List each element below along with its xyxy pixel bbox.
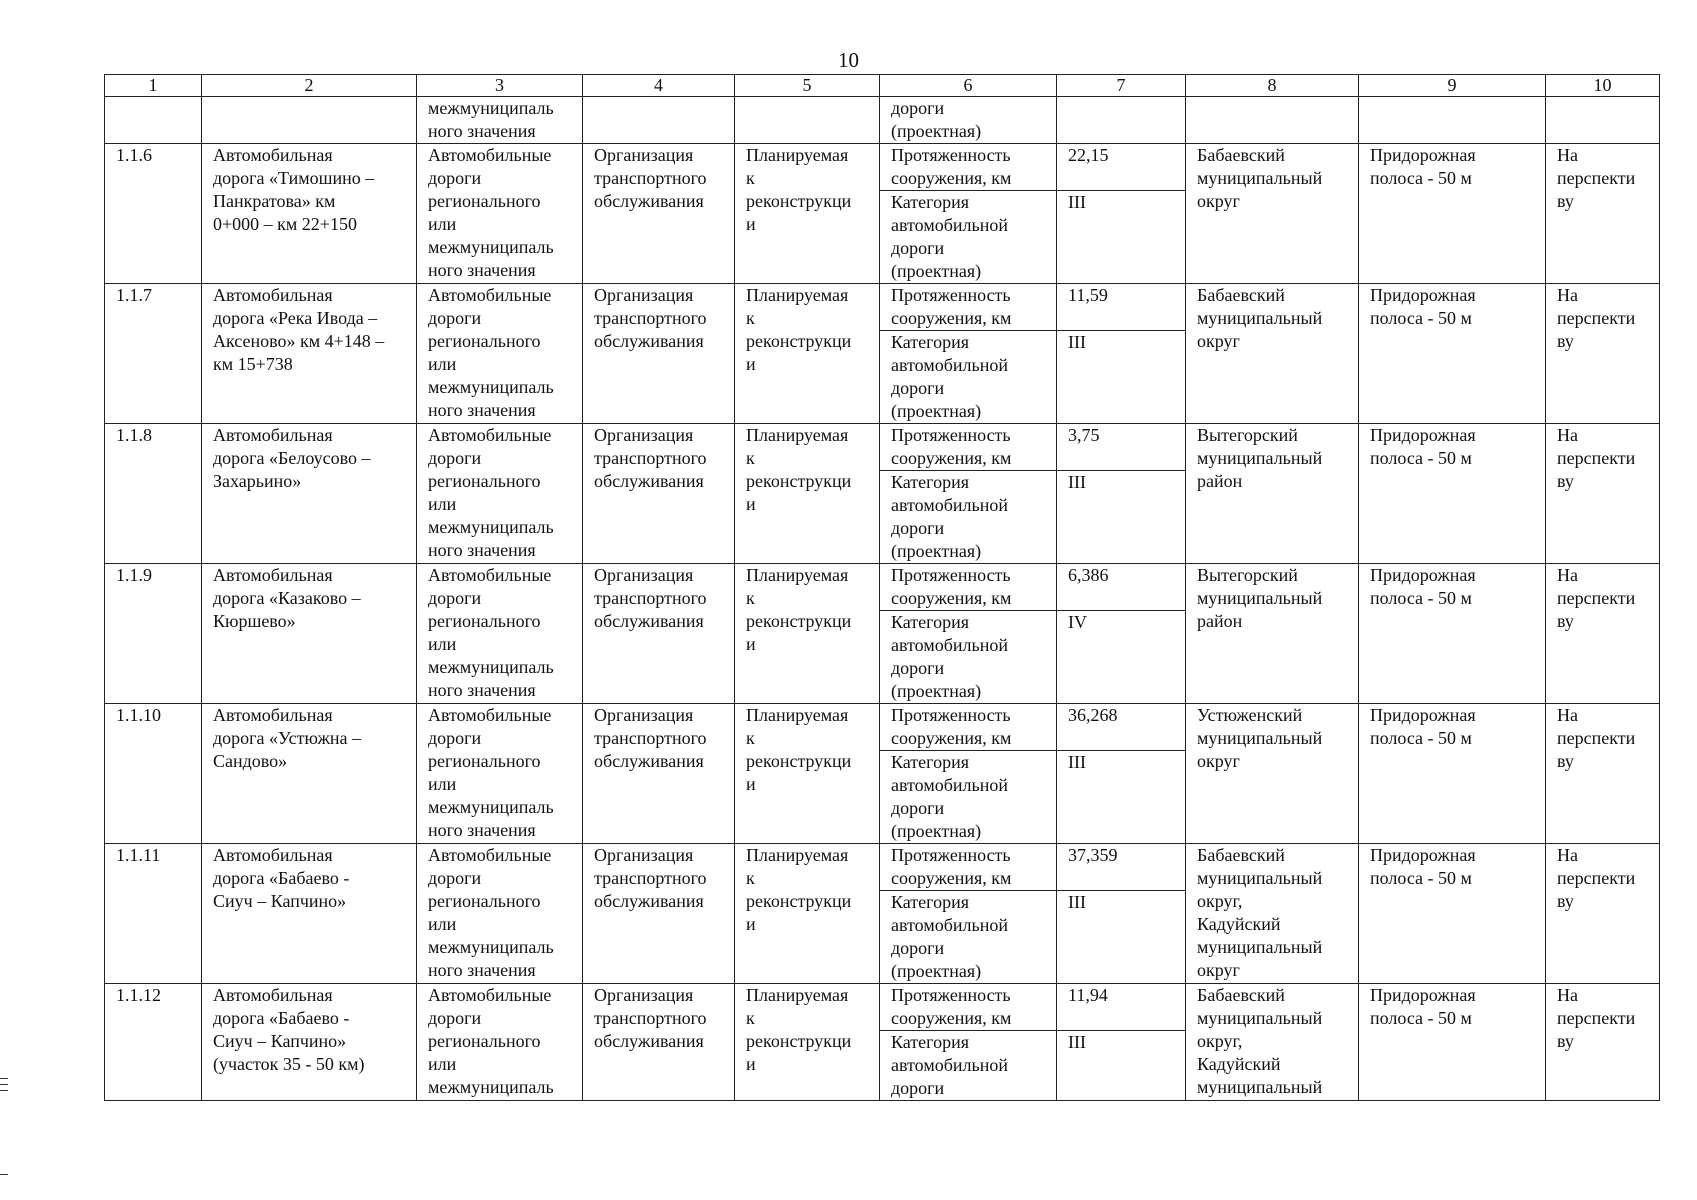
term-cell: На перспекти ву bbox=[1546, 424, 1660, 564]
category-value-cell: III bbox=[1057, 331, 1186, 424]
margin-mark bbox=[0, 1084, 8, 1085]
table-row bbox=[105, 284, 1660, 331]
status-cell: Планируемая к реконструкци и bbox=[735, 284, 880, 424]
length-value-cell: 37,359 bbox=[1057, 844, 1186, 891]
characteristic-category-cell: Категория автомобильной дороги (проектная) bbox=[880, 611, 1057, 704]
location-cell: Бабаевский муниципальный округ, Кадуйский муниципальный bbox=[1186, 984, 1359, 1101]
row-number-cell: 1.1.11 bbox=[105, 844, 202, 984]
continuation-type-cell: межмуниципаль ного значения bbox=[417, 97, 583, 144]
object-type-cell: Автомобильные дороги регионального или межмуниципаль ного значения bbox=[417, 704, 583, 844]
category-value-cell: III bbox=[1057, 1031, 1186, 1101]
column-header: 7 bbox=[1057, 75, 1186, 97]
margin-mark bbox=[0, 1078, 8, 1079]
status-cell: Планируемая к реконструкци и bbox=[735, 844, 880, 984]
cell-empty bbox=[105, 97, 202, 144]
row-number-cell: 1.1.10 bbox=[105, 704, 202, 844]
column-header: 3 bbox=[417, 75, 583, 97]
characteristic-length-cell: Протяженность сооружения, км bbox=[880, 144, 1057, 191]
cell-empty bbox=[1359, 97, 1546, 144]
purpose-cell: Организация транспортного обслуживания bbox=[583, 144, 735, 284]
characteristic-category-cell: Категория автомобильной дороги (проектная) bbox=[880, 891, 1057, 984]
column-header: 6 bbox=[880, 75, 1057, 97]
row-number-cell: 1.1.12 bbox=[105, 984, 202, 1101]
characteristic-category-cell: Категория автомобильной дороги (проектная) bbox=[880, 331, 1057, 424]
length-value-cell: 36,268 bbox=[1057, 704, 1186, 751]
cell-empty bbox=[1186, 97, 1359, 144]
length-value-cell: 11,94 bbox=[1057, 984, 1186, 1031]
table-row bbox=[105, 984, 1660, 1031]
characteristic-category-cell: Категория автомобильной дороги (проектная) bbox=[880, 191, 1057, 284]
characteristic-length-cell: Протяженность сооружения, км bbox=[880, 424, 1057, 471]
characteristic-category-cell: Категория автомобильной дороги bbox=[880, 1031, 1057, 1101]
column-header: 1 bbox=[105, 75, 202, 97]
purpose-cell: Организация транспортного обслуживания bbox=[583, 424, 735, 564]
status-cell: Планируемая к реконструкци и bbox=[735, 144, 880, 284]
purpose-cell: Организация транспортного обслуживания bbox=[583, 844, 735, 984]
object-type-cell: Автомобильные дороги регионального или межмуниципаль ного значения bbox=[417, 144, 583, 284]
table-row bbox=[105, 144, 1660, 191]
category-value-cell: III bbox=[1057, 471, 1186, 564]
term-cell: На перспекти ву bbox=[1546, 564, 1660, 704]
length-value-cell: 11,59 bbox=[1057, 284, 1186, 331]
category-value-cell: III bbox=[1057, 191, 1186, 284]
object-name-cell: Автомобильная дорога «Бабаево - Сиуч – Капчино» bbox=[202, 844, 417, 984]
row-number-cell: 1.1.6 bbox=[105, 144, 202, 284]
zone-cell: Придорожная полоса - 50 м bbox=[1359, 564, 1546, 704]
column-header: 5 bbox=[735, 75, 880, 97]
zone-cell: Придорожная полоса - 50 м bbox=[1359, 704, 1546, 844]
cell-empty bbox=[735, 97, 880, 144]
length-value-cell: 3,75 bbox=[1057, 424, 1186, 471]
location-cell: Вытегорский муниципальный район bbox=[1186, 424, 1359, 564]
object-type-cell: Автомобильные дороги регионального или межмуниципаль ного значения bbox=[417, 424, 583, 564]
column-header: 4 bbox=[583, 75, 735, 97]
term-cell: На перспекти ву bbox=[1546, 984, 1660, 1101]
margin-mark bbox=[0, 1090, 8, 1091]
location-cell: Устюженский муниципальный округ bbox=[1186, 704, 1359, 844]
characteristic-length-cell: Протяженность сооружения, км bbox=[880, 564, 1057, 611]
object-name-cell: Автомобильная дорога «Белоусово – Захарьино» bbox=[202, 424, 417, 564]
zone-cell: Придорожная полоса - 50 м bbox=[1359, 284, 1546, 424]
term-cell: На перспекти ву bbox=[1546, 844, 1660, 984]
characteristic-length-cell: Протяженность сооружения, км bbox=[880, 844, 1057, 891]
column-header: 10 bbox=[1546, 75, 1660, 97]
location-cell: Бабаевский муниципальный округ bbox=[1186, 144, 1359, 284]
header-row bbox=[105, 75, 1660, 97]
continuation-characteristic-cell: дороги (проектная) bbox=[880, 97, 1057, 144]
status-cell: Планируемая к реконструкци и bbox=[735, 424, 880, 564]
term-cell: На перспекти ву bbox=[1546, 284, 1660, 424]
object-name-cell: Автомобильная дорога «Казаково – Кюршево» bbox=[202, 564, 417, 704]
row-number-cell: 1.1.7 bbox=[105, 284, 202, 424]
length-value-cell: 22,15 bbox=[1057, 144, 1186, 191]
zone-cell: Придорожная полоса - 50 м bbox=[1359, 984, 1546, 1101]
status-cell: Планируемая к реконструкци и bbox=[735, 704, 880, 844]
object-name-cell: Автомобильная дорога «Река Ивода – Аксеново» км 4+148 – км 15+738 bbox=[202, 284, 417, 424]
margin-mark bbox=[0, 1174, 8, 1175]
column-header: 8 bbox=[1186, 75, 1359, 97]
zone-cell: Придорожная полоса - 50 м bbox=[1359, 844, 1546, 984]
object-name-cell: Автомобильная дорога «Бабаево - Сиуч – Капчино» (участок 35 - 50 км) bbox=[202, 984, 417, 1101]
cell-empty bbox=[1546, 97, 1660, 144]
cell-empty bbox=[583, 97, 735, 144]
column-header: 9 bbox=[1359, 75, 1546, 97]
characteristic-length-cell: Протяженность сооружения, км bbox=[880, 284, 1057, 331]
term-cell: На перспекти ву bbox=[1546, 704, 1660, 844]
location-cell: Бабаевский муниципальный округ bbox=[1186, 284, 1359, 424]
table-row bbox=[105, 564, 1660, 611]
table-row bbox=[105, 424, 1660, 471]
purpose-cell: Организация транспортного обслуживания bbox=[583, 284, 735, 424]
zone-cell: Придорожная полоса - 50 м bbox=[1359, 144, 1546, 284]
category-value-cell: III bbox=[1057, 891, 1186, 984]
page-number: 10 bbox=[838, 48, 859, 72]
status-cell: Планируемая к реконструкци и bbox=[735, 564, 880, 704]
continuation-row bbox=[105, 97, 1660, 144]
zone-cell: Придорожная полоса - 50 м bbox=[1359, 424, 1546, 564]
table-row bbox=[105, 844, 1660, 891]
cell-empty bbox=[1057, 97, 1186, 144]
object-type-cell: Автомобильные дороги регионального или межмуниципаль ного значения bbox=[417, 564, 583, 704]
row-number-cell: 1.1.9 bbox=[105, 564, 202, 704]
category-value-cell: IV bbox=[1057, 611, 1186, 704]
purpose-cell: Организация транспортного обслуживания bbox=[583, 564, 735, 704]
term-cell: На перспекти ву bbox=[1546, 144, 1660, 284]
characteristic-category-cell: Категория автомобильной дороги (проектная) bbox=[880, 471, 1057, 564]
status-cell: Планируемая к реконструкци и bbox=[735, 984, 880, 1101]
location-cell: Вытегорский муниципальный район bbox=[1186, 564, 1359, 704]
column-header: 2 bbox=[202, 75, 417, 97]
characteristic-category-cell: Категория автомобильной дороги (проектная) bbox=[880, 751, 1057, 844]
characteristic-length-cell: Протяженность сооружения, км bbox=[880, 704, 1057, 751]
row-number-cell: 1.1.8 bbox=[105, 424, 202, 564]
location-cell: Бабаевский муниципальный округ, Кадуйский муниципальный округ bbox=[1186, 844, 1359, 984]
cell-empty bbox=[202, 97, 417, 144]
length-value-cell: 6,386 bbox=[1057, 564, 1186, 611]
category-value-cell: III bbox=[1057, 751, 1186, 844]
object-type-cell: Автомобильные дороги регионального или межмуниципаль bbox=[417, 984, 583, 1101]
object-name-cell: Автомобильная дорога «Тимошино – Панкратова» км 0+000 – км 22+150 bbox=[202, 144, 417, 284]
purpose-cell: Организация транспортного обслуживания bbox=[583, 704, 735, 844]
table-row bbox=[105, 704, 1660, 751]
road-register-table bbox=[104, 74, 1660, 1101]
object-type-cell: Автомобильные дороги регионального или межмуниципаль ного значения bbox=[417, 284, 583, 424]
object-type-cell: Автомобильные дороги регионального или межмуниципаль ного значения bbox=[417, 844, 583, 984]
object-name-cell: Автомобильная дорога «Устюжна – Сандово» bbox=[202, 704, 417, 844]
characteristic-length-cell: Протяженность сооружения, км bbox=[880, 984, 1057, 1031]
purpose-cell: Организация транспортного обслуживания bbox=[583, 984, 735, 1101]
